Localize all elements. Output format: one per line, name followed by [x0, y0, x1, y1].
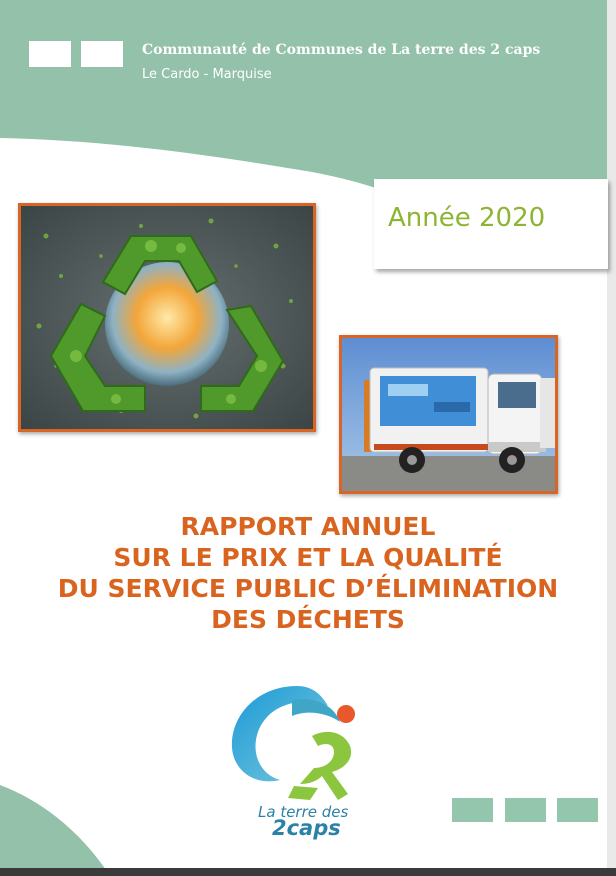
- organization-name: Communauté de Communes de La terre des 2 caps: [142, 42, 541, 58]
- footer-decor-box: [505, 798, 546, 822]
- organization-location: Le Cardo - Marquise: [142, 67, 272, 82]
- truck-photo: [339, 335, 558, 494]
- year-box: [374, 179, 608, 269]
- logo-text-bottom: 2caps: [272, 816, 341, 840]
- recycle-leaves-icon: [21, 206, 313, 429]
- header-decor-box: [81, 41, 123, 67]
- footer-decor-box: [557, 798, 598, 822]
- footer-green-corner: [0, 785, 110, 876]
- report-title: [0, 511, 616, 635]
- recycle-photo: [18, 203, 316, 432]
- title-line: DU SERVICE PUBLIC D’ÉLIMINATION: [57, 574, 559, 603]
- title-line: RAPPORT ANNUEL: [180, 512, 436, 541]
- year-label: Année 2020: [388, 203, 546, 233]
- title-line: SUR LE PRIX ET LA QUALITÉ: [113, 543, 503, 572]
- bottom-strip: [0, 868, 616, 876]
- footer-decor-box: [452, 798, 493, 822]
- page-edge: [607, 0, 616, 876]
- header-decor-box: [29, 41, 71, 67]
- title-line: DES DÉCHETS: [211, 605, 405, 634]
- logo-text-top: La terre des: [258, 803, 349, 821]
- garbage-truck-icon: [342, 338, 555, 491]
